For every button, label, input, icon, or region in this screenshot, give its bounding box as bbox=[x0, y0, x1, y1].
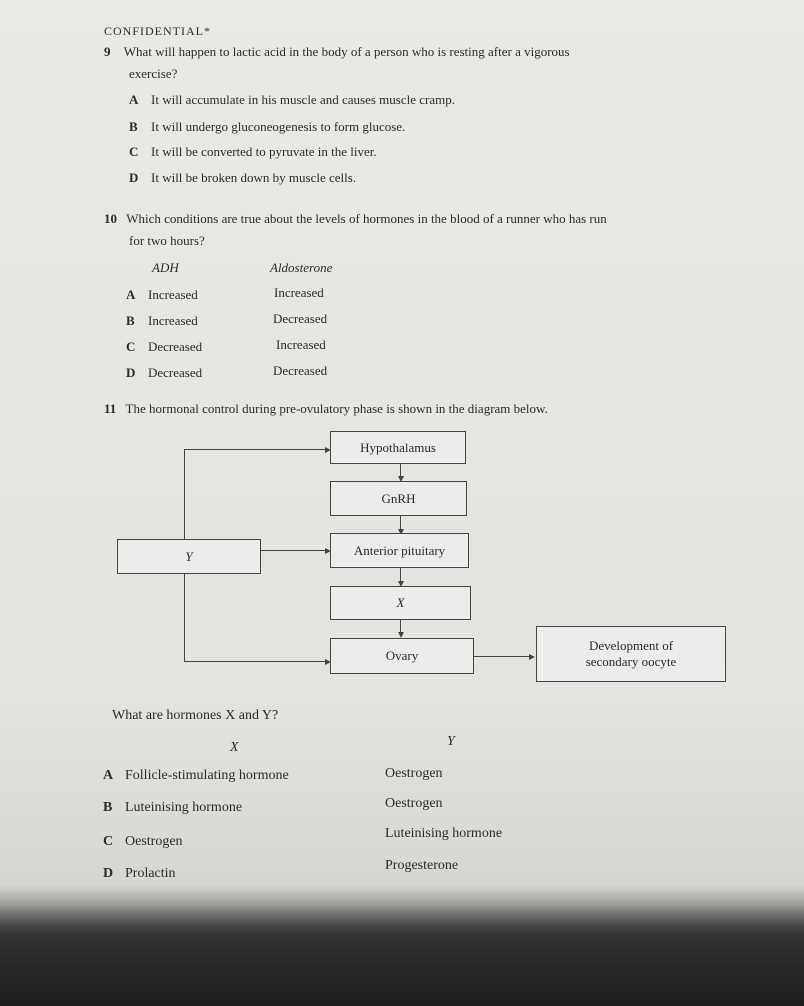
gnrh-box: GnRH bbox=[330, 481, 467, 516]
q9-number: 9 bbox=[104, 44, 111, 59]
q10-option-b[interactable] bbox=[126, 313, 198, 329]
q10-option-c-letter: C bbox=[126, 339, 136, 354]
q10-option-a-adh: Increased bbox=[148, 287, 198, 302]
x-ovary-line bbox=[400, 620, 401, 632]
ovary-dev-arrow bbox=[529, 654, 535, 660]
anterior-pituitary-box: Anterior pituitary bbox=[330, 533, 469, 568]
q10-option-c[interactable] bbox=[126, 339, 202, 355]
ovary-dev-line bbox=[474, 656, 530, 657]
development-box bbox=[536, 626, 726, 682]
q10-option-b-adh: Increased bbox=[148, 313, 198, 328]
q11-option-a[interactable] bbox=[103, 768, 289, 784]
gnrh-pituitary-line bbox=[400, 516, 401, 529]
q9-option-c-text: It will be converted to pyruvate in the liver. bbox=[151, 144, 377, 159]
q10-option-c-adh: Decreased bbox=[148, 339, 203, 354]
q11-option-b[interactable] bbox=[103, 800, 242, 816]
q11-option-b-x: Luteinising hormone bbox=[125, 800, 243, 815]
q10-stem-text: Which conditions are true about the levels of hormones in the blood of a runner who has run bbox=[126, 211, 607, 226]
photo-shadow bbox=[0, 905, 804, 1006]
q10-option-d-adh: Decreased bbox=[148, 365, 203, 380]
y-box-label: Y bbox=[185, 548, 193, 564]
x-box-label: X bbox=[396, 595, 405, 610]
q11-question: What are hormones X and Y? bbox=[112, 708, 279, 723]
q11-option-d[interactable] bbox=[103, 866, 176, 882]
q9-option-c[interactable] bbox=[129, 144, 377, 160]
q10-option-a[interactable] bbox=[126, 287, 198, 303]
q10-option-a-letter: A bbox=[126, 287, 136, 302]
q9-stem-line1 bbox=[104, 44, 570, 60]
q11-number: 11 bbox=[104, 401, 117, 416]
x-box bbox=[330, 586, 471, 620]
q11-option-d-y: Progesterone bbox=[385, 858, 459, 873]
q11-option-c-letter: C bbox=[103, 834, 114, 849]
q11-col-y: Y bbox=[447, 734, 455, 749]
pituitary-x-line bbox=[400, 568, 401, 581]
q9-option-a[interactable] bbox=[129, 92, 455, 108]
q10-option-d-aldosterone: Decreased bbox=[273, 363, 328, 378]
q9-option-a-text: It will accumulate in his muscle and causes muscle cramp. bbox=[151, 92, 455, 107]
q11-option-c-y: Luteinising hormone bbox=[385, 826, 503, 841]
q10-option-a-aldosterone: Increased bbox=[274, 285, 324, 300]
q11-option-c-x: Oestrogen bbox=[125, 834, 183, 849]
ovary-box: Ovary bbox=[330, 638, 474, 674]
q11-stem bbox=[104, 401, 548, 417]
q9-option-b-text: It will undergo gluconeogenesis to form glucose. bbox=[151, 119, 406, 134]
loop-top-line bbox=[184, 449, 326, 450]
q11-option-a-y: Oestrogen bbox=[385, 766, 443, 781]
q11-option-a-x: Follicle-stimulating hormone bbox=[125, 768, 289, 783]
loop-bottom-line bbox=[184, 661, 326, 662]
q11-option-d-x: Prolactin bbox=[125, 866, 176, 881]
y-to-pituitary-line bbox=[261, 550, 326, 551]
q9-stem-line2: exercise? bbox=[129, 66, 178, 81]
q11-option-a-letter: A bbox=[103, 768, 114, 783]
q10-option-b-letter: B bbox=[126, 313, 135, 328]
q10-option-b-aldosterone: Decreased bbox=[273, 311, 328, 326]
q9-option-d[interactable] bbox=[129, 170, 356, 186]
q9-option-d-letter: D bbox=[129, 170, 139, 185]
q11-option-d-letter: D bbox=[103, 866, 114, 881]
hypo-gnrh-line bbox=[400, 464, 401, 476]
q9-option-c-letter: C bbox=[129, 144, 139, 159]
hypothalamus-box: Hypothalamus bbox=[330, 431, 466, 464]
y-box bbox=[117, 539, 261, 574]
confidential-header: CONFIDENTIAL* bbox=[104, 24, 211, 38]
q10-option-d-letter: D bbox=[126, 365, 136, 380]
q10-stem-line1 bbox=[104, 211, 607, 227]
development-line2: secondary oocyte bbox=[585, 654, 677, 669]
q11-option-b-letter: B bbox=[103, 800, 113, 815]
q11-option-c[interactable] bbox=[103, 834, 183, 850]
q10-option-c-aldosterone: Increased bbox=[276, 337, 326, 352]
q11-col-x: X bbox=[230, 740, 239, 755]
q10-option-d[interactable] bbox=[126, 365, 202, 381]
q9-option-d-text: It will be broken down by muscle cells. bbox=[151, 170, 357, 185]
q9-option-b-letter: B bbox=[129, 119, 138, 134]
q11-option-b-y: Oestrogen bbox=[385, 796, 443, 811]
q10-col-aldosterone: Aldosterone bbox=[270, 260, 333, 275]
q10-number: 10 bbox=[104, 211, 117, 226]
q10-col-adh: ADH bbox=[152, 260, 179, 275]
q9-option-b[interactable] bbox=[129, 119, 405, 135]
q11-stem-text: The hormonal control during pre-ovulatory phase is shown in the diagram below. bbox=[125, 401, 548, 416]
q9-option-a-letter: A bbox=[129, 92, 139, 107]
q9-stem-text: What will happen to lactic acid in the body of a person who is resting after a vigorous bbox=[123, 44, 570, 59]
development-line1: Development of bbox=[588, 638, 674, 653]
q10-stem-line2: for two hours? bbox=[129, 233, 205, 248]
